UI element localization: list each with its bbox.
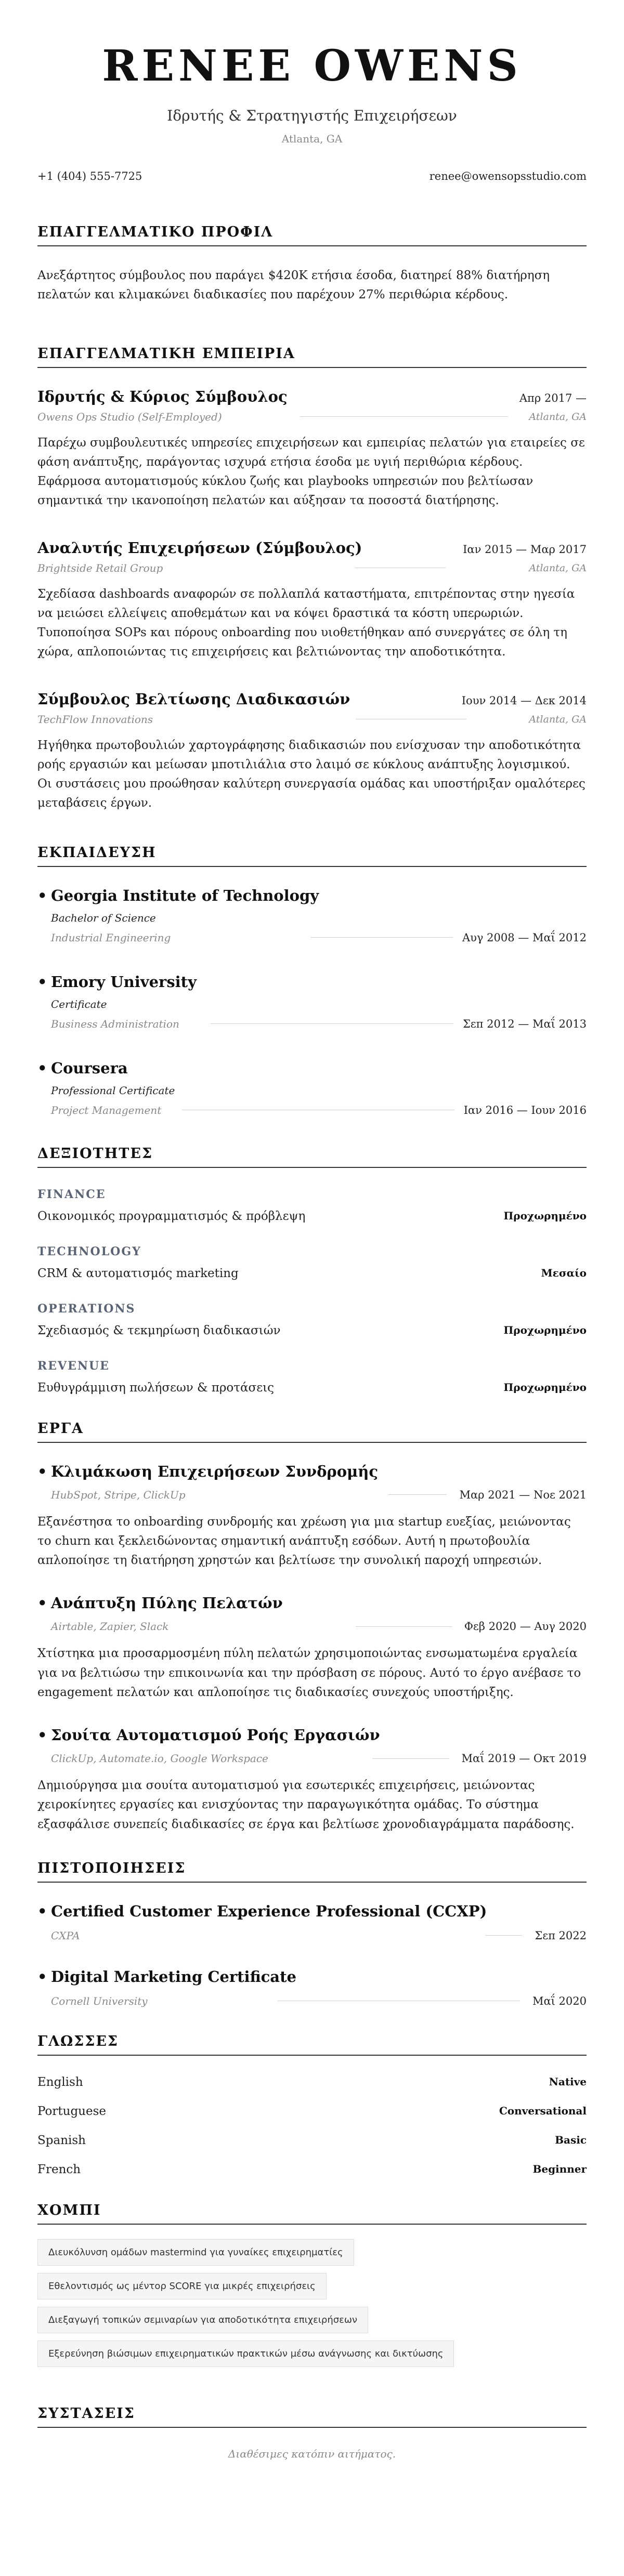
divider <box>372 1758 449 1759</box>
job-entry <box>37 539 587 662</box>
degree: Certificate <box>51 997 107 1010</box>
certification-title: Certified Customer Experience Professional (CCXP) <box>51 1902 487 1920</box>
job-location: Atlanta, GA <box>529 562 587 574</box>
field-of-study: Industrial Engineering <box>51 931 171 944</box>
references-note: Διαθέσιμες κατόπιν αιτήματος. <box>228 2447 396 2460</box>
skill-category: OPERATIONS <box>37 1302 136 1316</box>
project-title: Κλιμάκωση Επιχειρήσεων Συνδρομής <box>51 1462 379 1480</box>
skill-name: CRM & αυτοματισμός marketing <box>37 1266 239 1280</box>
bullet-icon: • <box>37 972 47 991</box>
certifications-section <box>37 1860 587 2007</box>
languages-section <box>37 2033 587 2176</box>
language-level: Basic <box>555 2133 587 2146</box>
project-title: Ανάπτυξη Πύλης Πελατών <box>51 1594 283 1612</box>
project-description: Δημιούργησα μια σουίτα αυτοματισμού για εσωτερικές επιχειρήσεις, μειώνοντας χειροκίνητες εργασίες και ενισχύοντας την παραγωγικότητα ομάδας. Το σύστημα εξασφάλισε συνεπείς διαδικασίες σε έργα και βελτίωσε χρονοδιαγράμματα παράδοσης. <box>37 1779 575 1831</box>
skill-group <box>37 1302 587 1337</box>
candidate-name: RENEE OWENS <box>102 41 522 91</box>
job-company: Brightside Retail Group <box>37 561 163 574</box>
contact-row <box>37 170 587 182</box>
certification-issuer: CXPA <box>51 1929 80 1942</box>
project-entry <box>37 1726 587 1834</box>
language-name: English <box>37 2075 83 2089</box>
job-location: Atlanta, GA <box>529 411 587 423</box>
certification-issuer: Cornell University <box>51 1994 148 2007</box>
job-company: TechFlow Innovations <box>37 713 153 726</box>
project-entry <box>37 1463 587 1571</box>
bullet-icon: • <box>37 886 47 904</box>
certification-title: Digital Marketing Certificate <box>51 1967 296 1986</box>
hobby-tag: Εξερεύνηση βιώσιμων επιχειρηματικών πρακτικών μέσω ανάγνωσης και δικτύωσης <box>37 2341 454 2367</box>
divider <box>311 937 453 938</box>
section-title: ΕΡΓΑ <box>37 1421 587 1443</box>
field-of-study: Business Administration <box>51 1017 179 1030</box>
skill-name: Σχεδιασμός & τεκμηρίωση διαδικασιών <box>37 1323 281 1337</box>
education-date: Ιαν 2016 — Ιουν 2016 <box>463 1103 587 1116</box>
divider <box>356 1626 451 1627</box>
profile-summary: Ανεξάρτητος σύμβουλος που παράγει $420K ετήσια έσοδα, διατηρεί 88% διατήρηση πελατών και κλιμακώνει διαδικασίες που παρέχουν 27% περιθώρια κέρδους. <box>37 269 550 302</box>
skill-category: TECHNOLOGY <box>37 1244 141 1258</box>
job-title: Σύμβουλος Βελτίωσης Διαδικασιών <box>37 690 350 708</box>
skill-category: REVENUE <box>37 1359 110 1373</box>
bullet-icon: • <box>37 1059 47 1077</box>
skill-name: Οικονομικός προγραμματισμός & πρόβλεψη <box>37 1209 306 1223</box>
project-description: Χτίστηκα μια προσαρμοσμένη πύλη πελατών χρησιμοποιώντας ενσωματωμένα εργαλεία για να βελτιώσω την επικοινωνία και την πρόσβαση σε πόρους. Αυτό το έργο ανέβασε το engagement πελατών και απλοποίησε τις διαδικασίες συνεχούς υποστήριξης. <box>37 1647 581 1699</box>
school-name: Emory University <box>51 972 197 991</box>
job-title: Ιδρυτής & Κύριος Σύμβουλος <box>37 387 288 405</box>
bullet-icon: • <box>37 1594 47 1612</box>
skill-level: Προχωρημένο <box>503 1209 587 1222</box>
language-level: Beginner <box>532 2162 587 2175</box>
job-description: Παρέχω συμβουλευτικές υπηρεσίες επιχειρήσεων και εμπειρίας πελατών για εταιρείες σε φάση ανάπτυξης, παράγοντας ισχυρά ετήσια έσοδα με υγιή περιθώρια κέρδους. Εφάρμοσα αυτοματισμούς κύκλου ζωής και playbooks υπηρεσιών που βελτίωσαν σημαντικά την ικανοποίηση πελατών και αύξησαν τα ποσοστά διατήρησης. <box>37 436 585 508</box>
skill-category: FINANCE <box>37 1187 106 1201</box>
candidate-location: Atlanta, GA <box>281 133 343 145</box>
job-date: Ιουν 2014 — Δεκ 2014 <box>461 694 587 707</box>
education-entry <box>37 1059 587 1116</box>
skill-level: Μεσαίο <box>541 1266 587 1279</box>
references-section <box>37 2406 587 2460</box>
certification-entry <box>37 1968 587 2007</box>
job-title: Αναλυτής Επιχειρήσεων (Σύμβουλος) <box>37 538 362 557</box>
job-company: Owens Ops Studio (Self-Employed) <box>37 410 222 423</box>
job-location: Atlanta, GA <box>529 713 587 725</box>
skill-level: Προχωρημένο <box>503 1381 587 1394</box>
language-level: Native <box>549 2075 587 2088</box>
language-row <box>37 2163 587 2176</box>
project-date: Μαΐ 2019 — Οκτ 2019 <box>461 1752 587 1765</box>
phone-number: +1 (404) 555-7725 <box>37 170 142 182</box>
section-title: ΣΥΣΤΑΣΕΙΣ <box>37 2406 587 2428</box>
education-date: Αυγ 2008 — Μαΐ 2012 <box>462 931 587 944</box>
language-row <box>37 2134 587 2147</box>
bullet-icon: • <box>37 1462 47 1480</box>
bullet-icon: • <box>37 1967 47 1986</box>
hobbies-section <box>37 2202 587 2374</box>
section-title: ΕΠΑΓΓΕΛΜΑΤΙΚΗ ΕΜΠΕΙΡΙΑ <box>37 346 587 368</box>
project-entry <box>37 1594 587 1702</box>
job-date: Ιαν 2015 — Μαρ 2017 <box>463 543 587 556</box>
education-entry <box>37 973 587 1030</box>
job-description: Σχεδίασα dashboards αναφορών σε πολλαπλά καταστήματα, επιτρέποντας στην ηγεσία να μειώσει ελλείψεις αποθεμάτων και να κόψει δραστικά τα κόστη υπερωριών. Τυποποίησα SOPs και πόρους onboarding που υιοθετήθηκαν από συνεργάτες σε όλη τη χώρα, απλοποιώντας τις επιχειρήσεις και βελτιώνοντας την αποδοτικότητα. <box>37 587 575 659</box>
skill-name: Ευθυγράμμιση πωλήσεων & προτάσεις <box>37 1381 275 1395</box>
job-entry <box>37 690 587 813</box>
language-level: Conversational <box>499 2104 587 2117</box>
project-tech: ClickUp, Automate.io, Google Workspace <box>51 1752 268 1765</box>
skill-group <box>37 1359 587 1395</box>
job-description: Ηγήθηκα πρωτοβουλιών χαρτογράφησης διαδικασιών που ενίσχυσαν την αποδοτικότητα ροής εργασιών και μείωσαν μποτιλιάλια στο λαιμό σε κύκλους ανάπτυξης λογισμικού. Οι συστάσεις μου προώθησαν καλύτερη συνεργασία ομάδας και υποστήριξαν ομαλότερες μεταβάσεις έργων. <box>37 738 586 810</box>
job-entry <box>37 388 587 511</box>
school-name: Coursera <box>51 1059 128 1077</box>
project-tech: HubSpot, Stripe, ClickUp <box>51 1488 186 1501</box>
certification-entry <box>37 1902 587 1942</box>
section-title: ΕΚΠΑΙΔΕΥΣΗ <box>37 845 587 867</box>
bullet-icon: • <box>37 1726 47 1744</box>
school-name: Georgia Institute of Technology <box>51 886 319 904</box>
education-entry <box>37 887 587 944</box>
job-date: Απρ 2017 — <box>519 391 587 404</box>
projects-section <box>37 1421 587 1834</box>
experience-section <box>37 346 587 813</box>
email-address: renee@owensopsstudio.com <box>429 170 587 182</box>
project-tech: Airtable, Zapier, Slack <box>51 1620 169 1633</box>
hobby-tag: Διεξαγωγή τοπικών σεμιναρίων για αποδοτικότητα επιχειρήσεων <box>37 2307 368 2333</box>
candidate-title: Ιδρυτής & Στρατηγιστής Επιχειρήσεων <box>167 107 457 124</box>
certification-date: Μαΐ 2020 <box>532 1994 587 2007</box>
language-row <box>37 2075 587 2089</box>
divider <box>300 416 509 417</box>
section-title: ΔΕΞΙΟΤΗΤΕΣ <box>37 1146 587 1168</box>
project-description: Εξανέστησα το onboarding συνδρομής και χρέωση για μια startup ευεξίας, μειώνοντας το churn και ξεκλειδώνοντας σημαντική ανάπτυξη εσόδων. Αυτή η πρωτοβουλία απλοποίησε τη διατήρηση χρηστών και βελτίωσε την συνολική παροχή υπηρεσιών. <box>37 1515 571 1567</box>
bullet-icon: • <box>37 1902 47 1920</box>
education-date: Σεπ 2012 — Μαΐ 2013 <box>462 1017 587 1030</box>
degree: Bachelor of Science <box>51 911 156 924</box>
profile-section <box>37 224 587 305</box>
section-title: ΧΟΜΠΙ <box>37 2202 587 2225</box>
degree: Professional Certificate <box>51 1084 175 1097</box>
divider <box>486 1935 523 1936</box>
language-name: Portuguese <box>37 2104 107 2118</box>
project-date: Μαρ 2021 — Νοε 2021 <box>459 1488 587 1501</box>
divider <box>211 1023 453 1024</box>
certification-date: Σεπ 2022 <box>535 1929 587 1942</box>
skills-section <box>37 1146 587 1395</box>
education-section <box>37 845 587 1116</box>
project-title: Σουίτα Αυτοματισμού Ροής Εργασιών <box>51 1726 380 1744</box>
skill-level: Προχωρημένο <box>503 1323 587 1336</box>
language-name: French <box>37 2162 81 2176</box>
section-title: ΓΛΩΣΣΕΣ <box>37 2033 587 2056</box>
section-title: ΕΠΑΓΓΕΛΜΑΤΙΚΟ ΠΡΟΦΙΛ <box>37 224 587 246</box>
hobby-tag: Διευκόλυνση ομάδων mastermind για γυναίκες επιχειρηματίες <box>37 2239 354 2266</box>
language-name: Spanish <box>37 2133 86 2147</box>
hobby-tag: Εθελοντισμός ως μέντορ SCORE για μικρές επιχειρήσεις <box>37 2273 327 2299</box>
language-row <box>37 2105 587 2118</box>
section-title: ΠΙΣΤΟΠΟΙΗΣΕΙΣ <box>37 1860 587 1883</box>
divider <box>388 1494 447 1495</box>
skill-group <box>37 1188 587 1223</box>
project-date: Φεβ 2020 — Αυγ 2020 <box>464 1620 587 1633</box>
field-of-study: Project Management <box>51 1103 162 1116</box>
skill-group <box>37 1245 587 1280</box>
